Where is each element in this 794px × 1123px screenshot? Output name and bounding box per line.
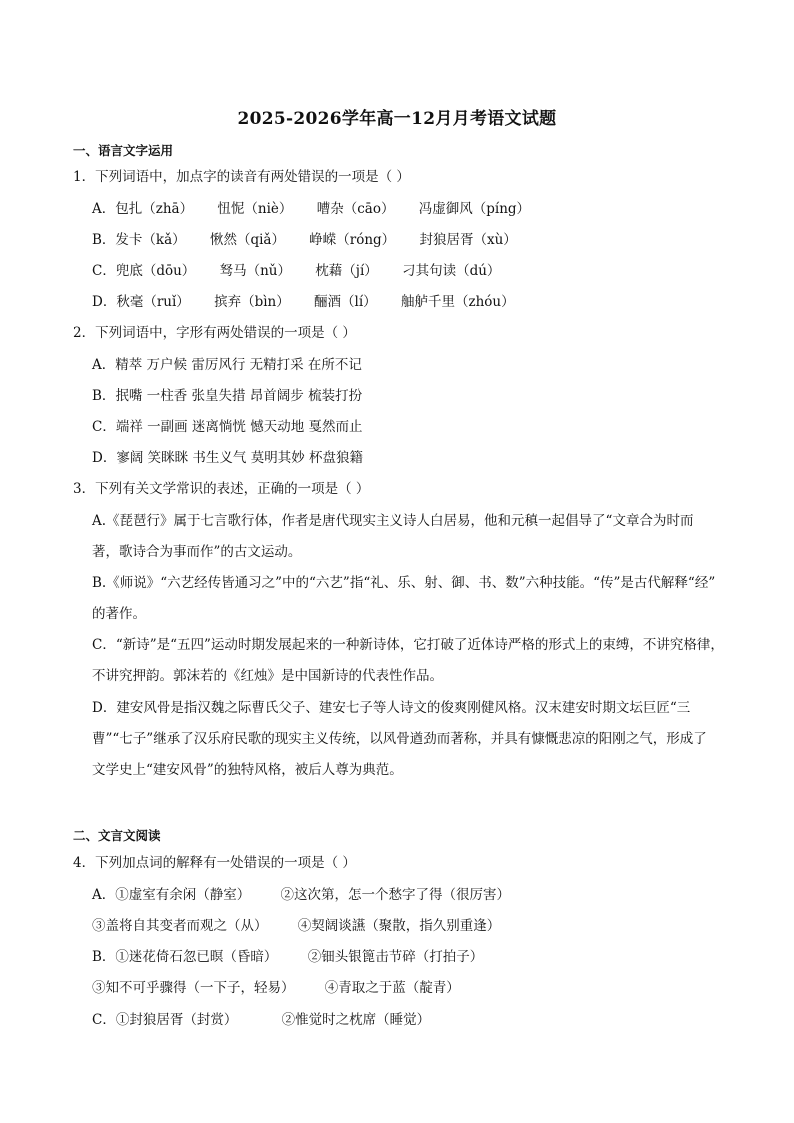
question-4-option-c-line-1 <box>92 1008 430 1028</box>
option-item: D．秋毫（ruǐ） <box>92 294 190 310</box>
question-4-stem: 4．下列加点词的解释有一处错误的一项是（ ） <box>73 855 356 871</box>
section-heading-1: 一、语言文字运用 <box>73 143 174 158</box>
question-2-option-d: D．寥阔 笑眯眯 书生义气 莫明其妙 杯盘狼籍 <box>92 450 363 466</box>
question-4-option-a-line-2 <box>92 914 500 934</box>
option-item: 愀然（qiǎ） <box>209 232 285 248</box>
question-4-option-b-line-1 <box>92 945 483 965</box>
question-3-stem: 3．下列有关文学常识的表述，正确的一项是（ ） <box>73 481 370 497</box>
section-heading-2: 二、文言文阅读 <box>73 828 161 843</box>
option-item: B．①迷花倚石忽已暝（昏暗） <box>92 949 278 965</box>
question-1-option-c <box>92 259 500 279</box>
option-item: 冯虚御风（píng） <box>418 201 531 217</box>
option-item: A．包扎（zhā） <box>92 201 194 217</box>
option-item: 酾酒（lí） <box>314 294 377 310</box>
option-item: C．兜底（dōu） <box>92 263 196 279</box>
question-3-option-c-line-2: 不讲究押韵。郭沫若的《红烛》是中国新诗的代表性作品。 <box>92 668 443 684</box>
option-item: 忸怩（niè） <box>217 201 293 217</box>
option-item: 刁其句读（dú） <box>402 263 501 279</box>
question-2-option-b: B．抿嘴 一柱香 张皇失措 昂首阔步 梳装打扮 <box>92 388 363 404</box>
question-3-option-d-line-3: 文学史上“建安风骨”的独特风格，被后人尊为典范。 <box>92 762 403 778</box>
option-item: ②这次第，怎一个愁字了得（很厉害） <box>280 887 511 903</box>
question-4-option-a-line-1 <box>92 883 510 903</box>
question-1-option-a <box>92 197 530 217</box>
option-item: C．①封狼居胥（封赏） <box>92 1012 238 1028</box>
question-3-option-b-line-1: B.《师说》“六艺经传皆通习之”中的“六艺”指“礼、乐、射、御、书、数”六种技能。“传”是古代解释“经” <box>92 575 716 591</box>
question-2-option-c: C．端祥 一副画 迷离惝恍 憾天动地 戛然而止 <box>92 419 363 435</box>
question-4-option-b-line-2 <box>92 976 460 996</box>
option-item: ②惟觉时之枕席（睡觉） <box>281 1012 431 1028</box>
option-item: 枕藉（jí） <box>315 263 378 279</box>
option-item: 舳舻千里（zhóu） <box>400 294 515 310</box>
question-1-option-d <box>92 290 515 310</box>
question-3-option-b-line-2: 的著作。 <box>92 606 146 622</box>
option-item: ③盖将自其变者而观之（从） <box>92 918 268 934</box>
option-item: B．发卡（kǎ） <box>92 232 186 248</box>
question-3-option-a-line-1: A.《琵琶行》属于七言歌行体，作者是唐代现实主义诗人白居易，他和元稹一起倡导了“文章合为时而 <box>92 513 694 529</box>
option-item: 驽马（nǔ） <box>219 263 291 279</box>
question-3-option-a-line-2: 著，歌诗合为事而作”的古文运动。 <box>92 544 302 560</box>
option-item: 峥嵘（róng） <box>309 232 396 248</box>
option-item: ④契阔谈讌（聚散，指久别重逢） <box>297 918 501 934</box>
option-item: A．①虚室有余闲（静室） <box>92 887 251 903</box>
option-item: ③知不可乎骤得（一下子，轻易） <box>92 980 295 996</box>
question-1-stem: 1．下列词语中，加点字的读音有两处错误的一项是（ ） <box>73 169 410 185</box>
question-3-option-c-line-1: C．“新诗”是“五四”运动时期发展起来的一种新诗体，它打破了近体诗严格的形式上的束缚，不讲究格律， <box>92 637 724 653</box>
question-2-option-a: A．精萃 万户候 雷厉风行 无精打采 在所不记 <box>92 357 362 373</box>
question-3-option-d-line-2: 曹”“七子”继承了汉乐府民歌的现实主义传统，以风骨遒劲而著称，并具有慷慨悲凉的阳刚之气，形成了 <box>92 731 707 747</box>
option-item: 封狼居胥（xù） <box>419 232 517 248</box>
page-title: 2025-2026学年高一12月月考语文试题 <box>237 109 557 129</box>
option-item: 摈弃（bìn） <box>214 294 290 310</box>
question-2-stem: 2．下列词语中，字形有两处错误的一项是（ ） <box>73 325 356 341</box>
option-item: ④青取之于蓝（靛青） <box>324 980 460 996</box>
question-3-option-d-line-1: D．建安风骨是指汉魏之际曹氏父子、建安七子等人诗文的俊爽刚健风格。汉末建安时期文坛巨匠“三 <box>92 700 691 716</box>
question-1-option-b <box>92 228 517 248</box>
option-item: ②钿头银篦击节碎（打拍子） <box>307 949 484 965</box>
option-item: 嘈杂（cāo） <box>316 201 395 217</box>
